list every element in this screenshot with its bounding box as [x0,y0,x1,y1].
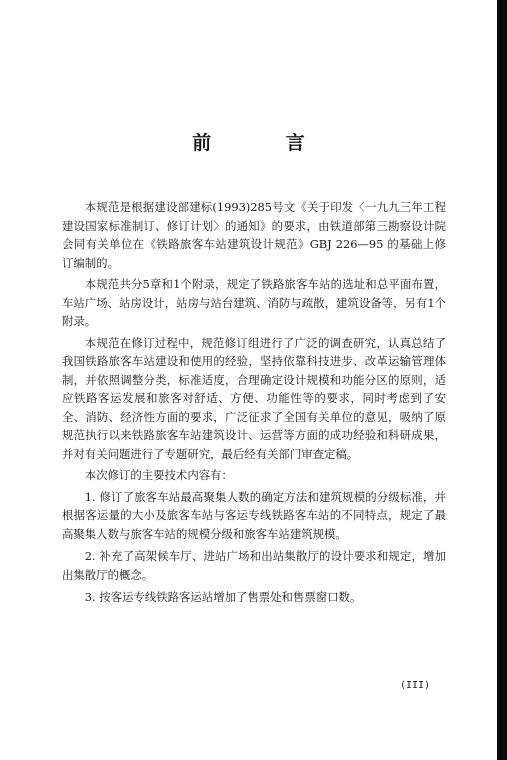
page-edge-shadow [497,0,507,760]
page-number: (III) [400,680,431,691]
paragraph-1: 本规范是根据建设部建标(1993)285号文《关于印发〈一九九三年工程建设国家标准制订、修订计划〉的通知》的要求，由铁道部第三勘察设计院会同有关单位在《铁路旅客车站建筑设计规范》GBJ 226—95 的基础上修订编制的。 [62,200,446,270]
paragraph-2: 本规范共分5章和1个附录，规定了铁路旅客车站的选址和总平面布置，车站广场、站房设计，站房与站台建筑、消防与疏散，建筑设备等，另有1个附录。 [62,277,446,328]
list-item-3: 3. 按客运专线铁路客运站增加了售票处和售票窗口数。 [84,590,362,604]
list-item-1: 1. 修订了旅客车站最高聚集人数的确定方法和建筑规模的分级标准，并根据客运量的大小及旅客车站与客运专线铁路客车站的不同特点，规定了最高聚集人数与旅客车站的规模分级和旅客车站建筑规模。 [62,489,446,541]
list-item-2: 2. 补充了高架候车厅、进站广场和出站集散厅的设计要求和规定，增加出集散厅的概念。 [62,549,446,582]
page-title: 前 言 [192,132,339,154]
paragraph-3: 本规范在修订过程中，规范修订组进行了广泛的调查研究，认真总结了我国铁路旅客车站建设和使用的经验，坚持依靠科技进步、改革运输管理体制，并依照调整分类，标准适度，合理确定设计规模和功能分区的原则，适应铁路客运发展和旅客对舒适、方便、功能性等的要求，同时考虑到了安全、消防、经济性方面的要求，广泛征求了全国有关单位的意见，吸纳了原规范执行以来铁路旅客车站建筑设计、运营等方面的成功经验和科研成果，并对有关问题进行了专题研究，最后经有关部门审查定稿。 [62,335,446,461]
subheading: 本次修订的主要技术内容有： [84,468,233,482]
document-body [62,198,446,611]
